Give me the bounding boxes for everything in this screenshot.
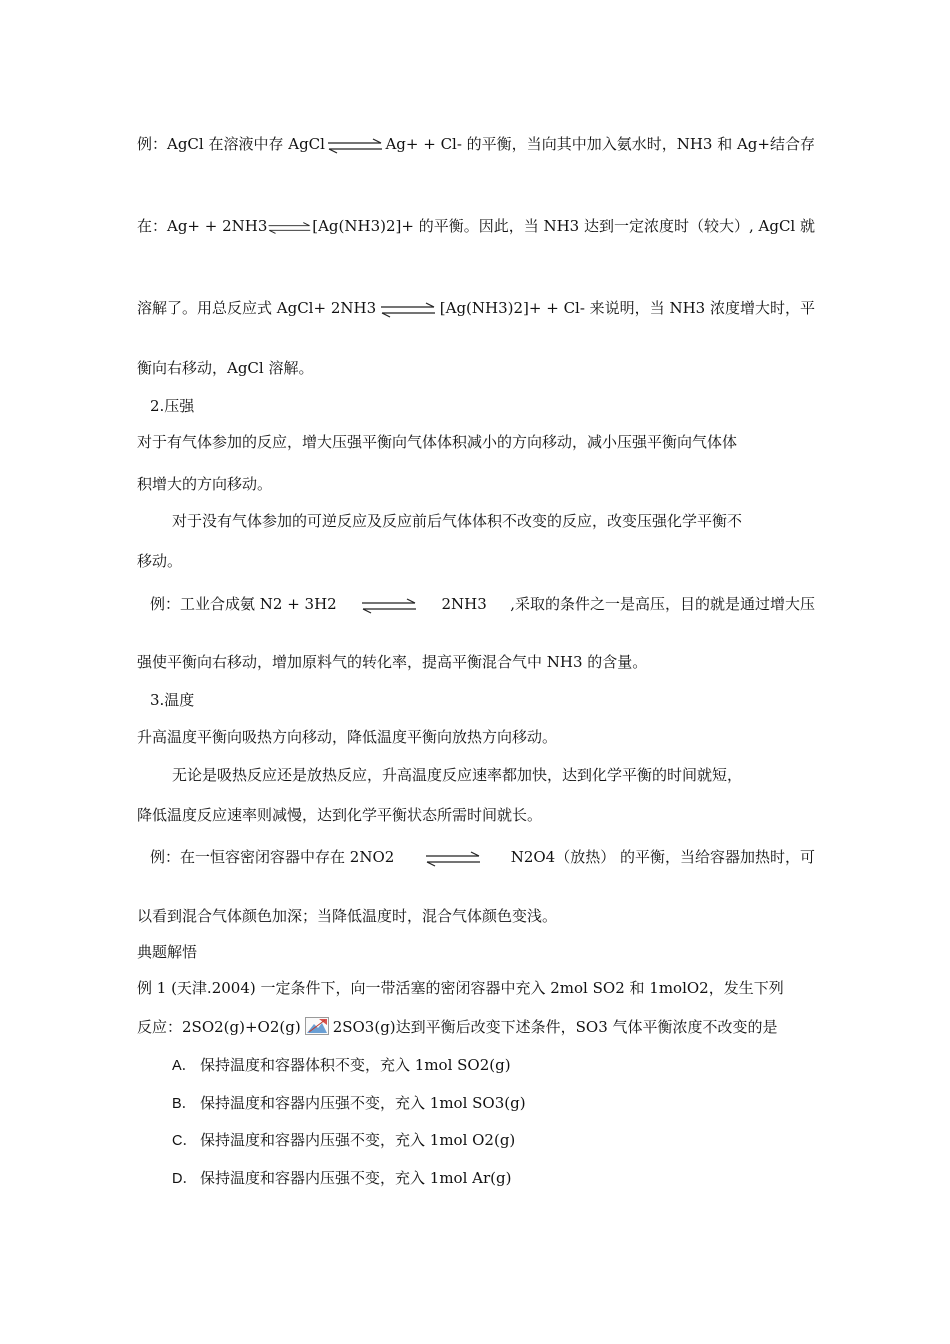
text-line — [150, 594, 815, 614]
text-segment: 例：在一恒容密闭容器中存在 2NO2 — [150, 848, 395, 866]
text-line: 降低温度反应速率则减慢，达到化学平衡状态所需时间就长。 — [137, 806, 543, 824]
section-heading: 2.压强 — [150, 397, 195, 415]
section-heading: 3.温度 — [150, 691, 195, 709]
question-text: 例 1 (天津.2004) 一定条件下，向一带活塞的密闭容器中充入 2mol SO2 和 1molO2，发生下列 — [137, 979, 784, 997]
text-line: 衡向右移动，AgCl 溶解。 — [137, 359, 314, 377]
text-segment: 溶解了。用总反应式 AgCl+ 2NH3 — [137, 299, 377, 317]
text-segment: N2O4（放热） 的平衡，当给容器加热时，可 — [510, 848, 815, 866]
equilibrium-arrow-icon — [267, 220, 312, 236]
text-line — [137, 216, 815, 236]
text-segment: 2NH3 — [441, 595, 487, 613]
equilibrium-arrow-icon — [360, 598, 418, 614]
text-line: 对于有气体参加的反应，增大压强平衡向气体体积减小的方向移动，减小压强平衡向气体体 — [137, 433, 738, 451]
text-line: 以看到混合气体颜色加深；当降低温度时，混合气体颜色变浅。 — [137, 907, 558, 925]
text-line: 移动。 — [137, 552, 183, 570]
option-label: B． — [172, 1096, 197, 1112]
text-line: 无论是吸热反应还是放热反应，升高温度反应速率都加快，达到化学平衡的时间就短， — [172, 766, 743, 784]
equilibrium-arrow-icon — [379, 302, 437, 318]
option-text: 保持温度和容器内压强不变，充入 1mol SO3(g) — [200, 1094, 526, 1112]
text-segment: 在：Ag+ + 2NH3 — [137, 217, 268, 235]
section-heading: 典题解悟 — [137, 943, 198, 961]
text-line: 积增大的方向移动。 — [137, 475, 273, 493]
option-text: 保持温度和容器内压强不变，充入 1mol O2(g) — [200, 1131, 516, 1149]
option-text: 保持温度和容器内压强不变，充入 1mol Ar(g) — [200, 1169, 512, 1187]
text-line: 升高温度平衡向吸热方向移动，降低温度平衡向放热方向移动。 — [137, 728, 558, 746]
text-segment: 例：AgCl 在溶液中存 AgCl — [137, 135, 325, 153]
text-segment: 反应：2SO2(g)+O2(g) — [137, 1018, 301, 1036]
text-line: 对于没有气体参加的可逆反应及反应前后气体体积不改变的反应，改变压强化学平衡不 — [172, 512, 743, 530]
text-line: 强使平衡向右移动，增加原料气的转化率，提高平衡混合气中 NH3 的含量。 — [137, 653, 648, 671]
question-text — [137, 1017, 815, 1037]
text-line — [150, 847, 815, 867]
option-label: C． — [172, 1133, 197, 1149]
text-segment: 例：工业合成氨 N2 + 3H2 — [150, 595, 337, 613]
equilibrium-arrow-icon — [326, 138, 384, 154]
option-a[interactable] — [172, 1055, 511, 1075]
option-d[interactable] — [172, 1168, 511, 1188]
text-line — [137, 298, 815, 318]
equilibrium-arrow-icon — [424, 851, 482, 867]
broken-image-icon — [305, 1017, 329, 1035]
text-segment: 2SO3(g)达到平衡后改变下述条件，SO3 气体平衡浓度不改变的是 — [332, 1018, 778, 1036]
text-segment: [Ag(NH3)2]+ 的平衡。因此，当 NH3 达到一定浓度时（较大）, AgCl 就 — [312, 217, 815, 235]
option-label: A． — [172, 1058, 197, 1074]
option-b[interactable] — [172, 1093, 526, 1113]
option-text: 保持温度和容器体积不变，充入 1mol SO2(g) — [200, 1056, 511, 1074]
text-line — [137, 134, 815, 154]
option-c[interactable] — [172, 1130, 515, 1150]
text-segment: ,采取的条件之一是高压，目的就是通过增大压 — [510, 595, 815, 613]
option-label: D． — [172, 1171, 197, 1187]
text-segment: Ag+ + Cl- 的平衡，当向其中加入氨水时，NH3 和 Ag+结合存 — [385, 135, 815, 153]
text-segment: [Ag(NH3)2]+ + Cl- 来说明，当 NH3 浓度增大时，平 — [439, 299, 815, 317]
